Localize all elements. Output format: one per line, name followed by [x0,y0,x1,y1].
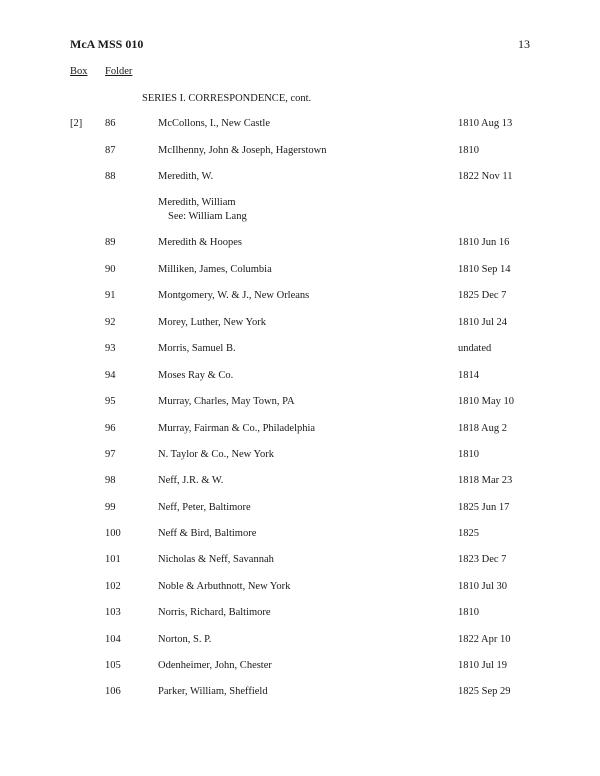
series-heading: SERIES I. CORRESPONDENCE, cont. [142,93,312,104]
folder-title: Norris, Richard, Baltimore [158,607,271,618]
folder-number: 89 [105,237,116,248]
folder-row [0,502,600,516]
folder-number: 103 [105,607,121,618]
folder-number: 96 [105,423,116,434]
folder-number: 95 [105,396,116,407]
page-number: 13 [518,37,530,51]
folder-number: 98 [105,475,116,486]
folder-number: 104 [105,634,121,645]
folder-number: 106 [105,686,121,697]
folder-title: Murray, Charles, May Town, PA [158,396,295,407]
folder-date: 1823 Dec 7 [458,554,507,565]
folder-row [0,343,600,357]
folder-date: undated [458,343,492,354]
folder-date: 1825 Sep 29 [458,686,511,697]
folder-date: 1810 [458,449,479,460]
folder-date: 1825 [458,528,479,539]
folder-date: 1825 Dec 7 [458,290,507,301]
folder-date: 1822 Nov 11 [458,171,513,182]
folder-date: 1825 Jun 17 [458,502,510,513]
folder-title: McIlhenny, John & Joseph, Hagerstown [158,145,327,156]
folder-row [0,475,600,489]
folder-title: Milliken, James, Columbia [158,264,272,275]
folder-number: 88 [105,171,116,182]
folder-number: 105 [105,660,121,671]
folder-title: Morey, Luther, New York [158,317,266,328]
folder-title: Neff, J.R. & W. [158,475,224,486]
folder-number: 93 [105,343,116,354]
folder-title: Moses Ray & Co. [158,370,234,381]
folder-date: 1810 [458,145,479,156]
folder-date: 1810 May 10 [458,396,514,407]
folder-row [0,370,600,384]
folder-row [0,528,600,542]
folder-date: 1810 Jul 30 [458,581,508,592]
folder-row [0,264,600,278]
folder-date: 1814 [458,370,479,381]
folder-number: 86 [105,118,116,129]
folder-title: Montgomery, W. & J., New Orleans [158,290,310,301]
folder-title: Morris, Samuel B. [158,343,236,354]
folder-date: 1810 [458,607,479,618]
folder-number: 97 [105,449,116,460]
folder-date: 1810 Aug 13 [458,118,513,129]
folder-date: 1818 Aug 2 [458,423,508,434]
folder-date: 1810 Jul 19 [458,660,508,671]
folder-title: Meredith, W. [158,171,214,182]
folder-title: Neff & Bird, Baltimore [158,528,257,539]
folder-title: Meredith, William [158,197,236,208]
folder-row [0,145,600,159]
folder-title: Meredith & Hoopes [158,237,242,248]
folder-title: Noble & Arbuthnott, New York [158,581,291,592]
folder-date: 1810 Jul 24 [458,317,508,328]
column-header-box: Box [70,66,88,77]
folder-title: Parker, William, Sheffield [158,686,268,697]
folder-row [0,317,600,331]
folder-row [0,171,600,185]
folder-date: 1818 Mar 23 [458,475,513,486]
column-header-folder: Folder [105,66,133,77]
folder-row [0,423,600,437]
box-number: [2] [70,118,83,129]
folder-number: 99 [105,502,116,513]
folder-title: McCollons, I., New Castle [158,118,270,129]
folder-row [0,197,600,222]
folder-title: Nicholas & Neff, Savannah [158,554,274,565]
folder-row [0,607,600,621]
folder-number: 102 [105,581,121,592]
folder-number: 87 [105,145,116,156]
folder-row [0,554,600,568]
folder-title: Neff, Peter, Baltimore [158,502,251,513]
folder-row [0,237,600,251]
folder-number: 90 [105,264,116,275]
folder-number: 94 [105,370,116,381]
collection-id: McA MSS 010 [70,37,144,51]
see-reference: See: William Lang [168,211,247,222]
folder-title: N. Taylor & Co., New York [158,449,275,460]
folder-number: 91 [105,290,116,301]
folder-date: 1810 Jun 16 [458,237,510,248]
folder-row [0,449,600,463]
folder-row [0,660,600,674]
folder-row [0,290,600,304]
folder-date: 1822 Apr 10 [458,634,511,645]
folder-row [0,686,600,700]
folder-title: Murray, Fairman & Co., Philadelphia [158,423,316,434]
folder-date: 1810 Sep 14 [458,264,511,275]
folder-row [0,581,600,595]
folder-row [0,396,600,410]
folder-number: 101 [105,554,121,565]
folder-number: 92 [105,317,116,328]
folder-title: Norton, S. P. [158,634,212,645]
folder-row [0,634,600,648]
folder-number: 100 [105,528,121,539]
folder-row [0,118,600,132]
folder-title: Odenheimer, John, Chester [158,660,272,671]
